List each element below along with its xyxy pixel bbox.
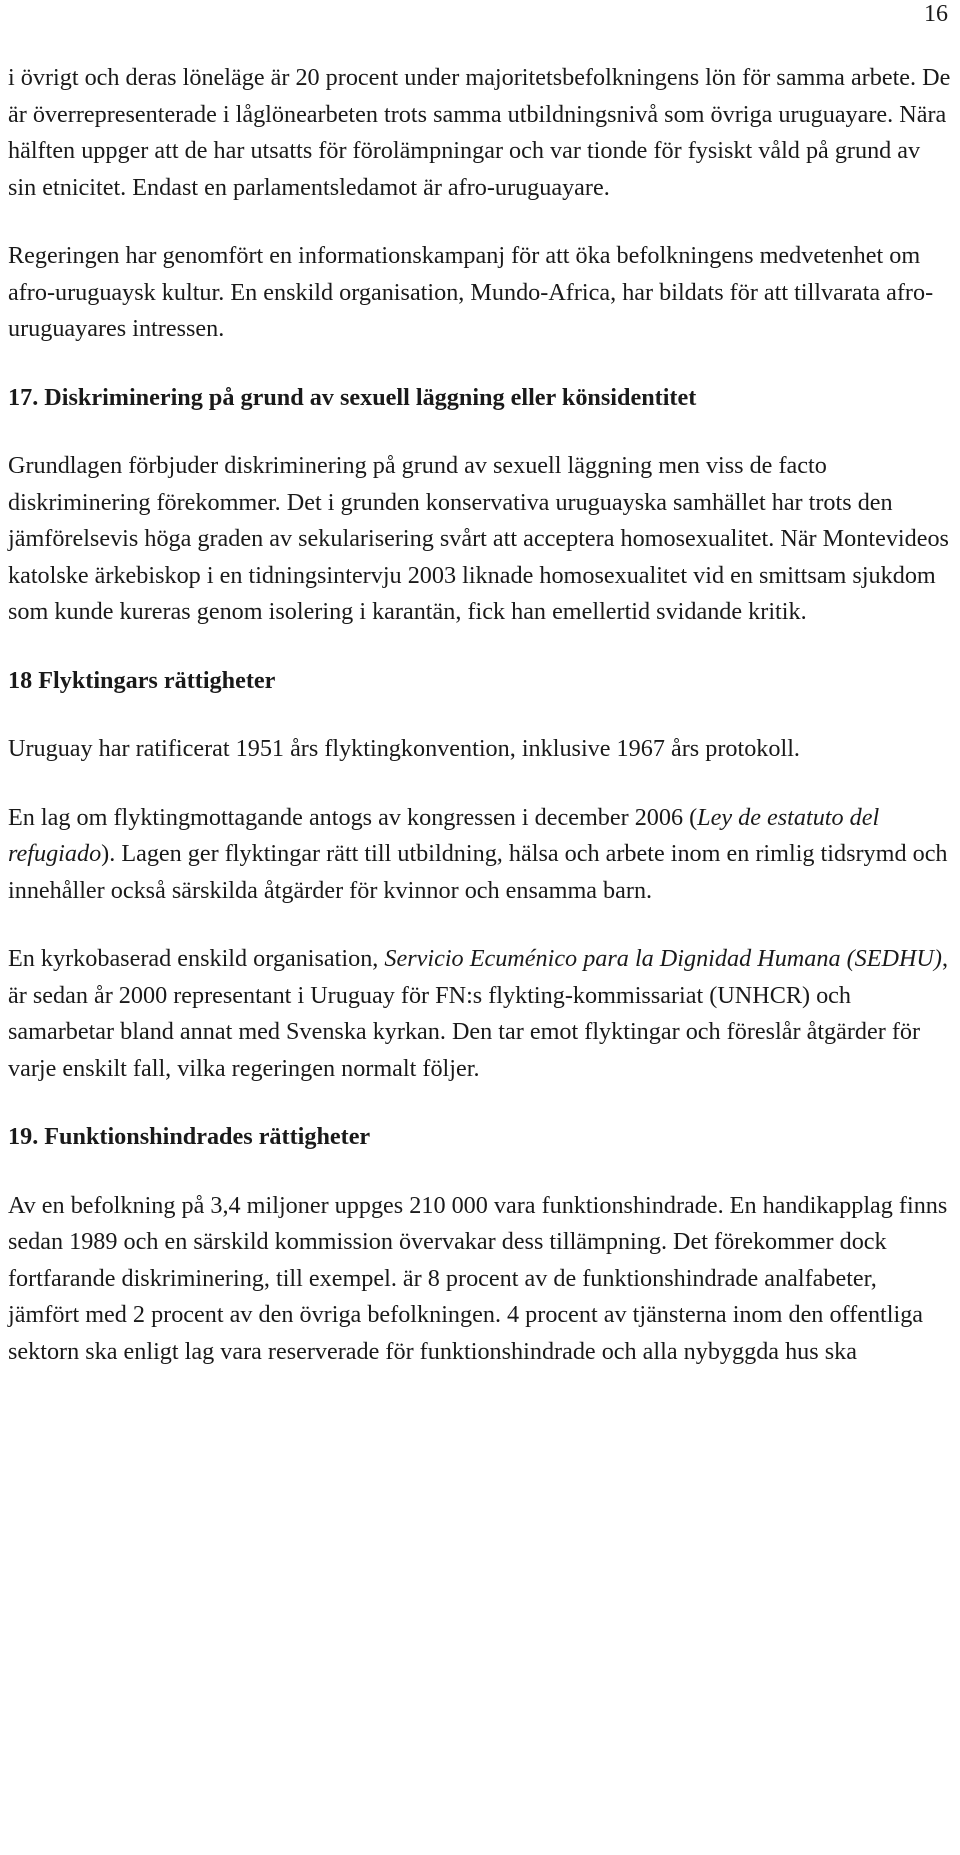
text-run: En kyrkobaserad enskild organisation, (8, 945, 385, 972)
text-run: Uruguay har ratificerat 1951 års flyktingkonvention, inklusive 1967 års protokoll. (8, 735, 800, 762)
paragraph-refugee-law (8, 800, 952, 910)
paragraph-disability (8, 1188, 952, 1371)
text-run: En lag om flyktingmottagande antogs av kongressen i december 2006 ( (8, 803, 698, 831)
document-body (8, 60, 952, 1402)
text-run: ). Lagen ger flyktingar rätt till utbildning, hälsa och arbete inom en rimlig tidsrymd och innehåller också särskilda åtgärder för kvinnor och ensamma barn. (8, 840, 948, 904)
paragraph-refugee-convention (8, 731, 952, 768)
section-heading-18: 18 Flyktingars rättigheter (8, 666, 276, 694)
paragraph-sexual-orientation (8, 448, 952, 631)
section-heading-17: 17. Diskriminering på grund av sexuell läggning eller könsidentitet (8, 383, 697, 411)
text-run: i övrigt och deras löneläge är 20 procent under majoritetsbefolkningens lön för samma arbete. De är överrepresenterade i låglönearbeten trots samma utbildningsnivå som övriga uruguayare. Nära hälften uppger att de har utsatts för förolämpningar och var tionde för fysiskt våld på grund av sin etnicitet. Endast en parlamentsledamot är afro-uruguayare. (8, 64, 951, 201)
text-run: Av en befolkning på 3,4 miljoner uppges 210 000 vara funktionshindrade. En handikapplag finns sedan 1989 och en särskild kommission övervakar dess tillämpning. Det förekommer dock fortfarande diskriminering, till exempel. är 8 procent av de funktionshindrade analfabeter, jämfört med 2 procent av den övriga befolkningen. 4 procent av tjänsterna inom den offentliga sektorn ska enligt lag vara reserverade för funktionshindrade och alla nybyggda hus ska (8, 1191, 948, 1365)
paragraph-information-campaign (8, 238, 952, 348)
paragraph-sedhu (8, 941, 952, 1087)
text-run: Regeringen har genomfört en informationskampanj för att öka befolkningens medvetenhet om afro-uruguaysk kultur. En enskild organisation, Mundo-Africa, har bildats för att tillvarata afro-uruguayares intressen. (8, 242, 934, 342)
italic-text: Servicio Ecuménico para la Dignidad Humana (SEDHU) (384, 945, 942, 972)
section-heading-19: 19. Funktionshindrades rättigheter (8, 1123, 371, 1150)
page-number: 16 (924, 1, 948, 27)
paragraph-intro-continued (8, 60, 952, 206)
italic-text: Ley de estatuto del refugiado (8, 803, 880, 867)
text-run: , är sedan år 2000 representant i Uruguay för FN:s flykting-kommissariat (UNHCR) och samarbetar bland annat med Svenska kyrkan. Den tar emot flyktingar och föreslår åtgärder för varje enskilt fall, vilka regeringen normalt följer. (8, 945, 949, 1082)
text-run: Grundlagen förbjuder diskriminering på grund av sexuell läggning men viss de facto diskriminering förekommer. Det i grunden konservativa uruguayska samhället har trots den jämförelsevis höga graden av sekularisering svårt att acceptera homosexualitet. När Montevideos katolske ärkebiskop i en tidningsintervju 2003 liknade homosexualitet vid en smittsam sjukdom som kunde kureras genom isolering i karantän, fick han emellertid svidande kritik. (8, 452, 949, 625)
